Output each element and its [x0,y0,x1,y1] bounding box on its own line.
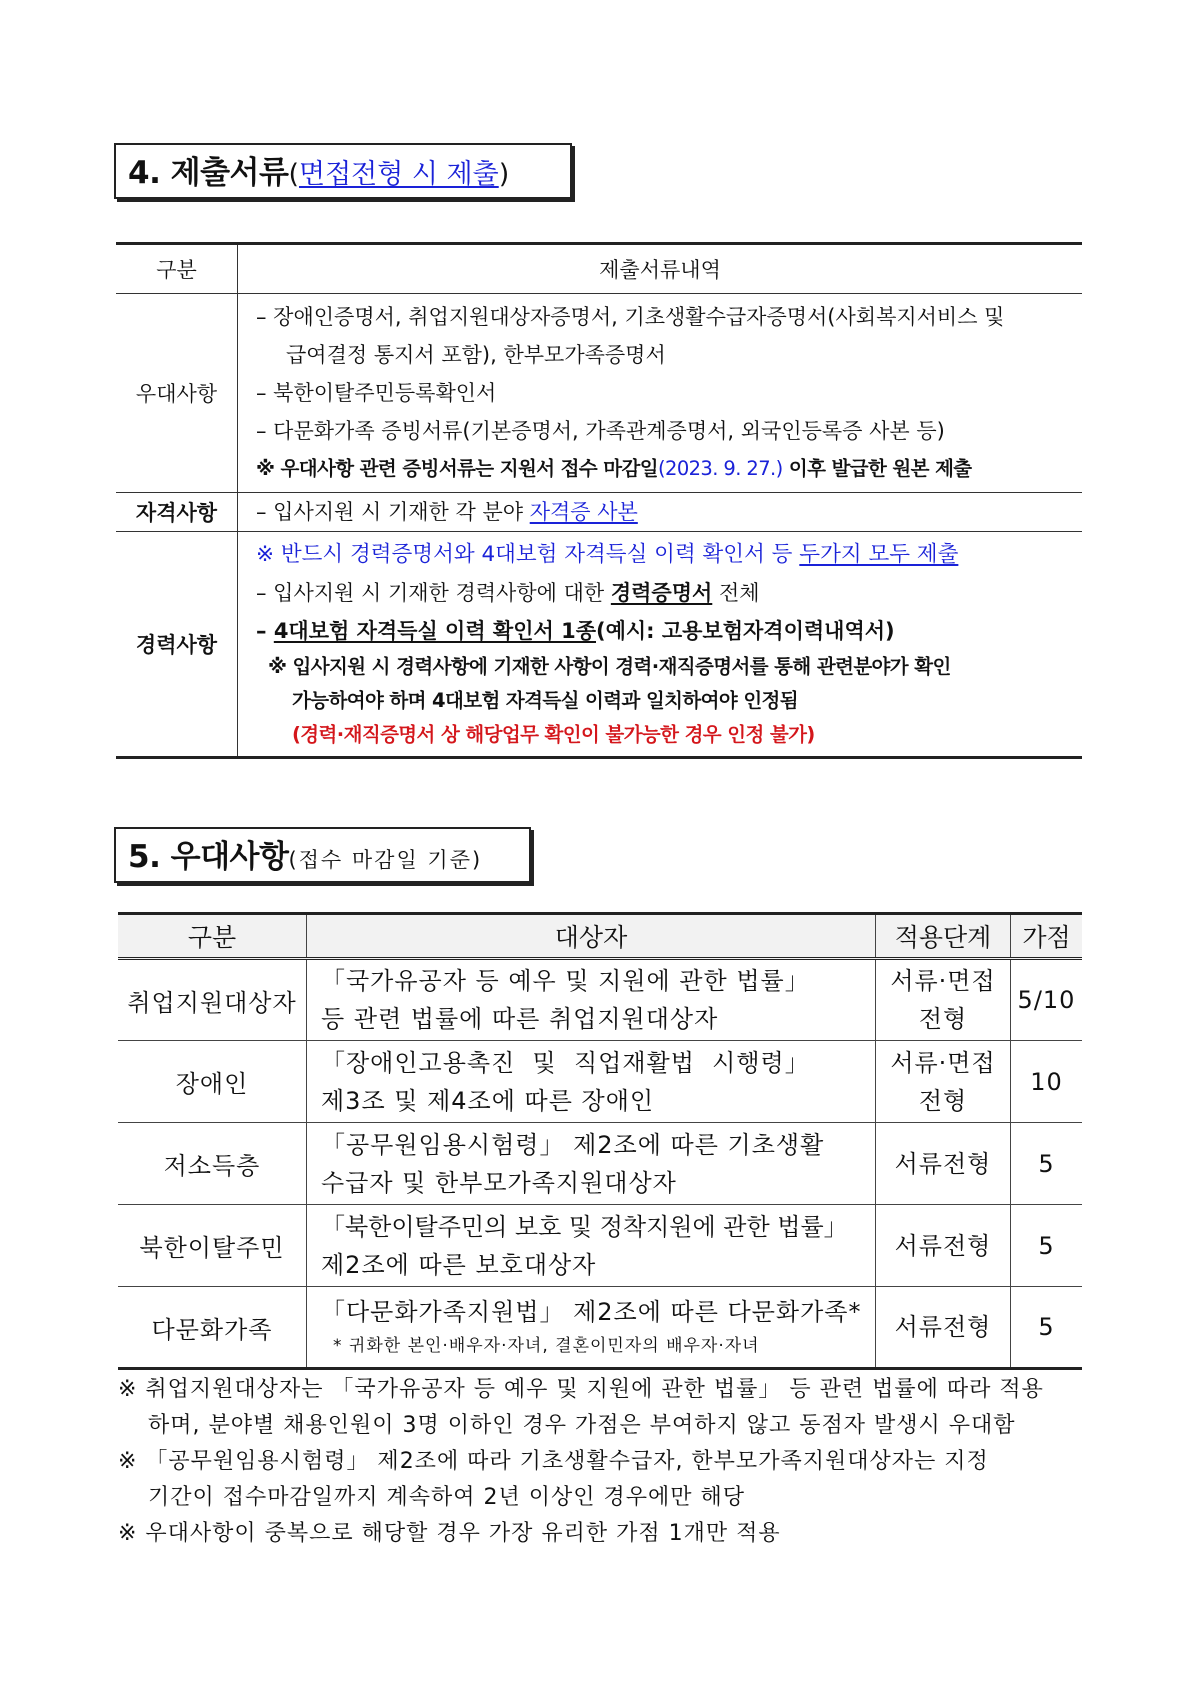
target-line: 수급자 및 한부모가족지원대상자 [321,1168,677,1197]
line-text: – 입사지원 시 기재한 각 분야 [256,500,530,524]
row-target [307,959,876,1041]
career-note-2: ※ 입사지원 시 경력사항에 기재한 사항이 경력·재직증명서를 통해 관련분야가 확인 [268,655,951,678]
row-target [307,1041,876,1123]
row-contents [238,493,1083,532]
target-line: 「다문화가족지원법」 제2조에 따른 다문화가족* [321,1298,862,1326]
section-4-heading: 4. 제출서류 [128,155,289,191]
target-line: 등 관련 법률에 따른 취업지원대상자 [321,1005,719,1033]
stage-line: 전형 [918,1005,968,1033]
row-points: 10 [1030,1067,1063,1096]
submit-both-emphasis: 두가지 모두 제출 [799,542,959,567]
doc-line [256,574,1082,612]
header-documents: 제출서류내역 [238,244,1083,294]
deadline-date: (2023. 9. 27.) [658,457,783,480]
doc-line: – 북한이탈주민등록확인서 [256,381,497,405]
target-line: 제3조 및 제4조에 따른 장애인 [321,1086,655,1115]
stage-line: 서류·면접 [890,967,996,995]
row-category: 취업지원대상자 [118,959,307,1041]
section-4-subtitle: 면접전형 시 제출 [298,159,499,190]
row-contents [238,294,1083,493]
note-prefix: ※ 우대사항 관련 증빙서류는 지원서 접수 마감일 [256,457,658,480]
stage-line: 서류전형 [894,1313,992,1341]
preference-notes [118,1372,1082,1552]
certificate-copy-link: 자격증 사본 [529,500,638,524]
row-points: 5/10 [1017,986,1076,1014]
note-line: 기간이 접수마감일까지 계속하여 2년 이상인 경우에만 해당 [148,1485,746,1510]
doc-line [256,493,1082,531]
header-points: 가점 [1011,914,1083,959]
line-text: – 입사지원 시 기재한 경력사항에 대한 [256,581,611,605]
career-note-2-warning: (경력·재직증명서 상 해당업무 확인이 불가능한 경우 인정 불가) [292,723,815,746]
row-target [307,1205,876,1287]
stage-line: 서류전형 [894,1149,992,1178]
note-line: ※ 취업지원대상자는 「국가유공자 등 예우 및 지원에 관한 법률」 등 관련 법률에 따라 적용 [118,1377,1044,1402]
line-text: 전체 [712,581,760,605]
note-line: ※ 「공무원임용시험령」 제2조에 따라 기초생활수급자, 한부모가족지원대상자는 지정 [118,1449,989,1474]
row-stage [876,1205,1011,1287]
table-row [118,1123,1082,1205]
row-category: 저소득층 [118,1123,307,1205]
stage-line: 서류전형 [894,1231,992,1260]
section-4-paren-open: ( [288,159,299,190]
note-text: ※ 반드시 경력증명서와 4대보험 자격득실 이력 확인서 등 [256,542,800,567]
note-suffix: 이후 발급한 원본 제출 [782,457,972,480]
line-dash: – [256,619,274,643]
table-row [118,1287,1082,1369]
note-line: 하며, 분야별 채용인원이 3명 이하인 경우 가점은 부여하지 않고 동점자 발생시 우대함 [148,1413,1016,1438]
target-line: 「장애인고용촉진 및 직업재활법 시행령」 [321,1048,810,1077]
row-target [307,1123,876,1205]
doc-line: – 다문화가족 증빙서류(기본증명서, 가족관계증명서, 외국인등록증 사본 등) [256,419,945,443]
table-row-preference [116,294,1082,493]
header-target: 대상자 [307,914,876,959]
target-line: 「북한이탈주민의 보호 및 정착지원에 관한 법률」 [321,1212,848,1241]
row-category: 자격사항 [116,493,238,532]
row-contents [238,532,1083,758]
stage-line: 전형 [918,1086,968,1115]
target-footnote: * 귀화한 본인·배우자·자녀, 결혼이민자의 배우자·자녀 [333,1336,760,1356]
career-certificate-emphasis: 경력증명서 [610,581,713,605]
table-row [118,959,1082,1041]
target-line: 제2조에 따른 보호대상자 [321,1250,597,1279]
line-text: (예시: 고용보험자격이력내역서) [596,619,895,643]
header-category: 구분 [116,244,238,294]
row-category: 북한이탈주민 [118,1205,307,1287]
header-category: 구분 [118,914,307,959]
career-note-2-cont: 가능하여야 하며 4대보험 자격득실 이력과 일치하여야 인정됨 [292,689,799,712]
preference-table [118,912,1082,1370]
note-line: ※ 우대사항이 중복으로 해당할 경우 가장 유리한 가점 1개만 적용 [118,1521,781,1546]
row-points: 5 [1038,1313,1055,1341]
section-5-title [114,827,531,883]
table-row-career [116,532,1082,758]
doc-line: 급여결정 통지서 포함), 한부모가족증명서 [286,343,666,367]
row-stage [876,1041,1011,1123]
section-4-paren-close: ) [498,159,510,190]
row-category: 우대사항 [116,294,238,493]
target-line: 「국가유공자 등 예우 및 지원에 관한 법률」 [321,967,810,995]
section-5-heading: 5. 우대사항 [128,839,289,875]
stage-line: 서류·면접 [890,1048,996,1077]
row-stage [876,1287,1011,1369]
doc-line [256,612,1082,650]
table-row [118,1041,1082,1123]
row-points: 5 [1038,1231,1055,1260]
row-category: 장애인 [118,1041,307,1123]
row-stage [876,959,1011,1041]
table-row-qualification [116,493,1082,532]
header-stage: 적용단계 [876,914,1011,959]
table-row [118,1205,1082,1287]
row-stage [876,1123,1011,1205]
section-4-title [114,143,572,199]
row-category: 경력사항 [116,532,238,758]
row-points: 5 [1038,1149,1055,1178]
preference-note [256,450,1082,488]
row-category: 다문화가족 [118,1287,307,1369]
section-5-subtitle: (접수 마감일 기준) [288,848,483,872]
target-line: 「공무원임용시험령」 제2조에 따른 기초생활 [321,1130,825,1159]
doc-line: – 장애인증명서, 취업지원대상자증명서, 기초생활수급자증명서(사회복지서비스 및 [256,305,1005,329]
row-target [307,1287,876,1369]
table-header-row [116,244,1082,294]
submission-documents-table [116,242,1082,759]
table-header-row [118,914,1082,959]
insurance-record-emphasis: 4대보험 자격득실 이력 확인서 1종 [273,619,596,643]
career-note-1 [256,536,1082,574]
